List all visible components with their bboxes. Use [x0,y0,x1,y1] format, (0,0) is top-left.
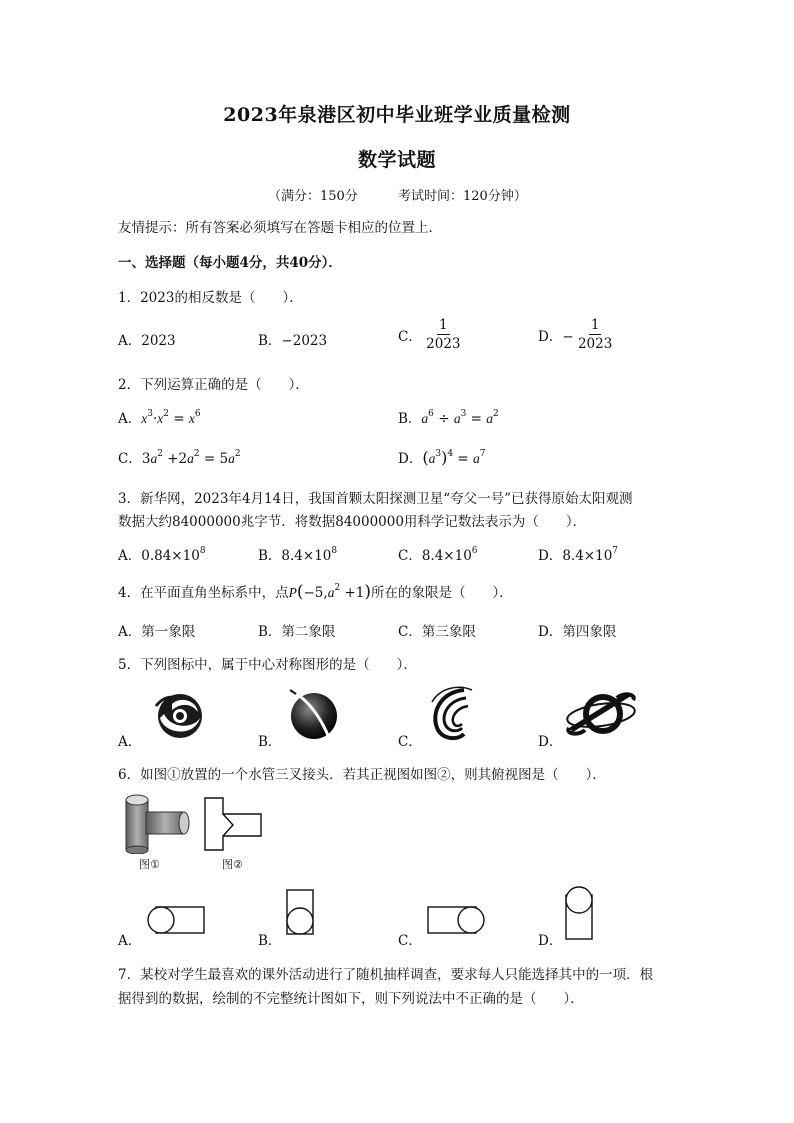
q4-option-b: B．第二象限 [258,624,336,640]
orbit-logo-icon [565,690,637,740]
q6-option-d-label: D． [538,933,563,949]
question-4-stem: 4．在平面直角坐标系中，点$P(-5,a^2 +1)$所在的象限是（ ）． [118,582,513,602]
figure-2-caption: 图② [222,858,243,871]
q4-option-d: D．第四象限 [538,624,617,640]
q3-option-a: A．$0.84\times 10^8$ [118,546,206,564]
exam-time: 考试时间：120分钟） [398,189,527,204]
arcs-logo-icon [424,684,480,742]
exam-title: 2023年泉港区初中毕业班学业质量检测 [223,104,571,126]
q1-option-d: D．− $\frac{1}{2023}$ [538,317,613,352]
q2-option-b: B．$a^6 \div a^3 = a^2$ [398,409,499,427]
q6-option-c-label: C． [398,933,422,949]
q5-option-a-label: A． [118,734,142,750]
q5-option-b-label: B． [258,734,282,750]
q1-option-b: B．−2023 [258,333,328,349]
q1-option-a: A．2023 [118,333,176,349]
q1-option-c: C． $\frac{1}{2023}$ [398,317,461,352]
q6-view-a-figure [146,905,206,935]
q2-option-d: D．$(a^3)^4 = a^7$ [398,448,486,467]
q1-d-fraction: $\frac{1}{2023}$ [577,317,613,352]
question-7-line-1: 7．某校对学生最喜欢的课外活动进行了随机抽样调查，要求每人只能选择其中的一项．根 [118,967,654,983]
q6-option-b-label: B． [258,933,282,949]
q3-option-b: B．$8.4\times 10^8$ [258,546,338,564]
q2-option-c: C．$3a^2 +2a^2 = 5a^2$ [118,449,241,467]
swirl-logo-icon [150,688,210,744]
question-5-stem: 5．下列图标中，属于中心对称图形的是（ ）． [118,657,417,673]
q5-option-d-label: D． [538,734,563,750]
question-2-stem: 2．下列运算正确的是（ ）． [118,377,309,393]
q5-option-c-label: C． [398,734,422,750]
q3-option-c: C．$8.4\times 10^6$ [398,546,478,564]
sphere-logo-icon [286,686,342,742]
q6-view-d-figure [564,885,594,941]
q4-option-a: A．第一象限 [118,624,196,640]
figure-1-caption: 图① [139,858,160,871]
pipe-tee-front-view-figure [203,796,265,852]
question-7-line-2: 据得到的数据，绘制的不完整统计图如下，则下列说法中不正确的是（ ）． [118,991,584,1007]
q6-option-a-label: A． [118,933,142,949]
q6-view-c-figure [426,905,486,935]
q2-option-a: A．$x^3\cdot x^2 = x^6$ [118,409,201,427]
q3-option-d: D．$8.4\times 10^7$ [538,546,619,564]
question-3-line-1: 3．新华网，2023年4月14日，我国首颗太阳探测卫星“夸父一号”已获得原始太阳观测 [118,491,633,507]
section-heading: 一、选择题（每小题4分，共40分）． [118,255,342,271]
pipe-tee-3d-figure [120,792,192,854]
q4-option-c: C．第三象限 [398,624,476,640]
friendly-tip: 友情提示：所有答案必须填写在答题卡相应的位置上． [118,220,442,236]
q6-view-b-figure [285,888,315,936]
subject-title: 数学试题 [357,149,436,171]
question-3-line-2: 数据大约84000000兆字节．将数据84000000用科学记数法表示为（ ）． [118,514,587,530]
q1-c-fraction: $\frac{1}{2023}$ [426,317,461,352]
full-score: （满分：150分 [268,189,358,204]
question-6-stem: 6．如图①放置的一个水管三叉接头．若其正视图如图②，则其俯视图是（ ）． [118,767,606,783]
question-1-stem: 1．2023的相反数是（ ）． [118,290,303,306]
